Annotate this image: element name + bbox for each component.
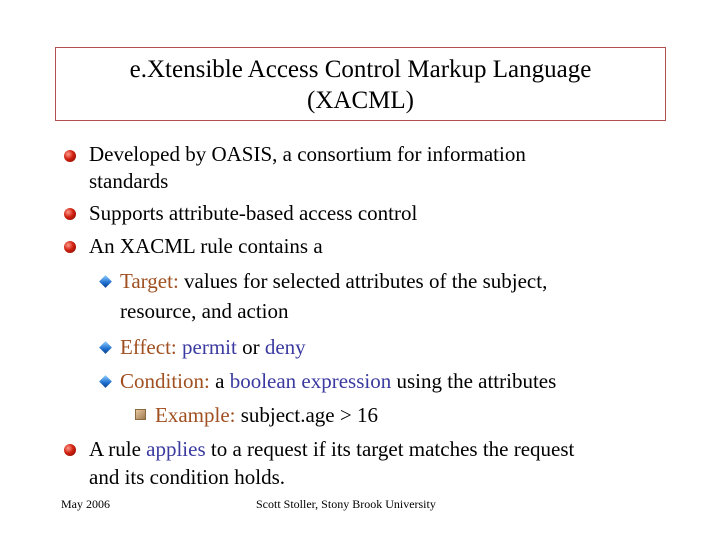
bullet-4-keyword: applies [146, 437, 206, 461]
effect-label: Effect: [120, 335, 177, 359]
example-text: subject.age > 16 [235, 403, 378, 427]
bullet-1-line-2: standards [89, 169, 169, 193]
bullet-4-a: A rule [89, 437, 147, 461]
target-label: Target: [120, 269, 179, 293]
blue-diamond-bullet-icon [99, 341, 112, 354]
tan-square-bullet-icon [135, 409, 146, 420]
sub-sub-bullet-example [155, 403, 378, 427]
red-ball-bullet-icon [64, 208, 76, 220]
effect-permit: permit [182, 335, 237, 359]
sub-bullet-target [120, 269, 547, 293]
blue-diamond-bullet-icon [99, 375, 112, 388]
bullet-1-line-1: Developed by OASIS, a consortium for information [89, 142, 526, 166]
title-line-2: (XACML) [307, 87, 414, 114]
bullet-3: An XACML rule contains a [89, 234, 323, 258]
condition-keyword: boolean expression [229, 369, 392, 393]
blue-diamond-bullet-icon [99, 275, 112, 288]
footer-date: May 2006 [61, 497, 110, 511]
effect-deny: deny [264, 335, 306, 359]
red-ball-bullet-icon [64, 444, 76, 456]
sub-bullet-effect [120, 335, 306, 359]
condition-label: Condition: [120, 369, 210, 393]
red-ball-bullet-icon [64, 150, 76, 162]
effect-or: or [236, 335, 265, 359]
bullet-4-line-2: and its condition holds. [89, 465, 285, 489]
bullet-2: Supports attribute-based access control [89, 201, 418, 225]
bullet-4-b: to a request if its target matches the request [205, 437, 575, 461]
example-label: Example: [155, 403, 236, 427]
condition-rest: using the attributes [391, 369, 557, 393]
bullet-4-line-1 [89, 437, 574, 461]
footer-author: Scott Stoller, Stony Brook University [256, 497, 436, 511]
condition-a: a [209, 369, 230, 393]
sub-bullet-condition [120, 369, 556, 393]
target-text: values for selected attributes of the subject, [178, 269, 548, 293]
red-ball-bullet-icon [64, 241, 76, 253]
sub-bullet-target-line-2: resource, and action [120, 299, 289, 323]
title-line-1: e.Xtensible Access Control Markup Language [129, 56, 592, 83]
